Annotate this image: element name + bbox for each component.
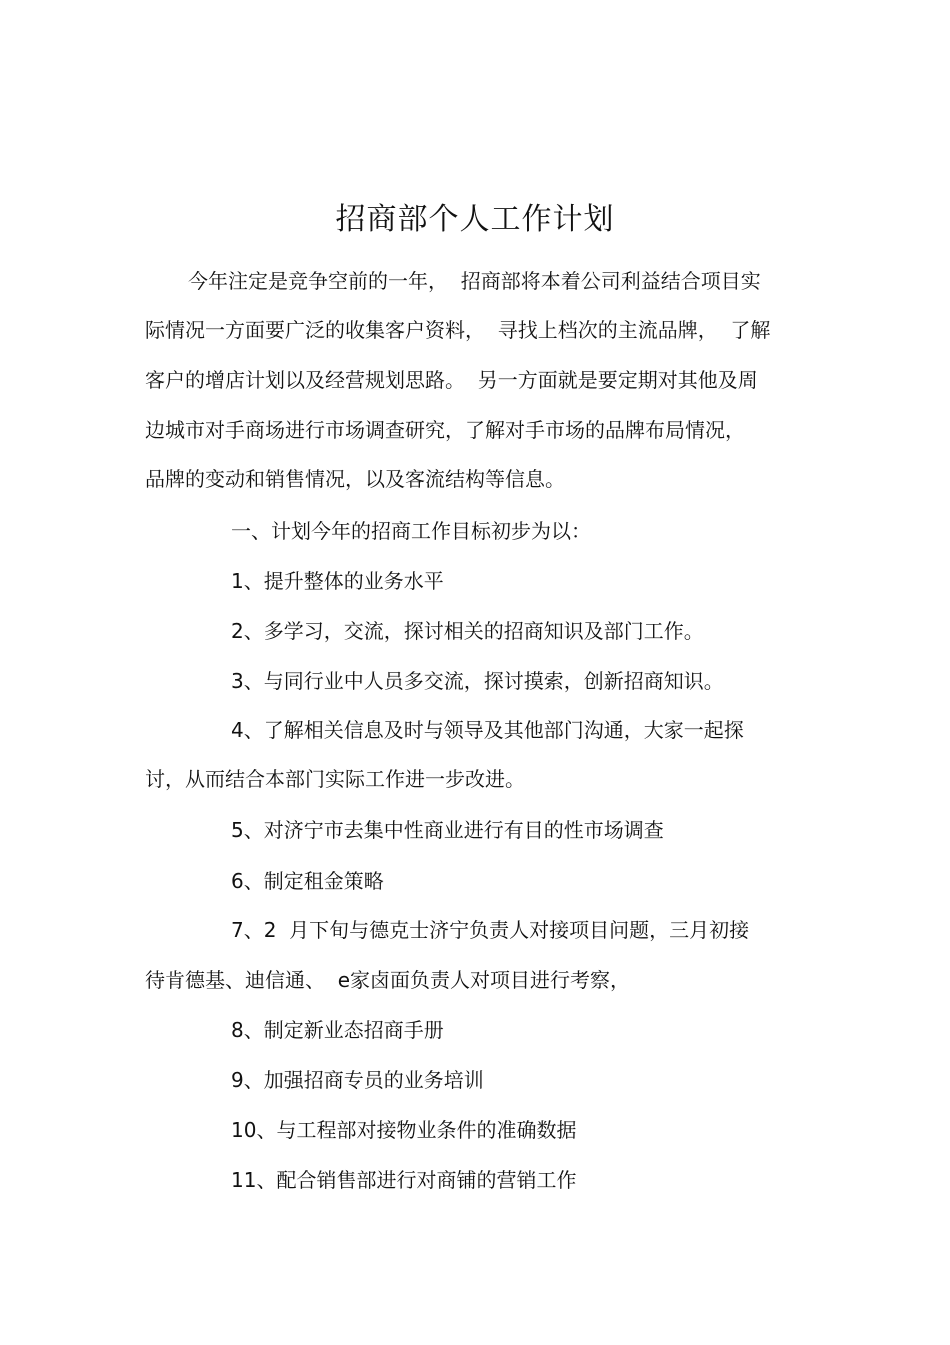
list-item-7-continued: 待肯德基、迪信通、 e家卤面负责人对项目进行考察， xyxy=(145,968,631,992)
list-item-11: 11、配合销售部进行对商铺的营销工作 xyxy=(231,1168,577,1192)
intro-line-2: 际情况一方面要广泛的收集客户资料， 寻找上档次的主流品牌， 了解 xyxy=(145,318,771,342)
list-item-1: 1、提升整体的业务水平 xyxy=(231,569,444,593)
page-title: 招商部个人工作计划 xyxy=(335,202,615,238)
list-item-7: 7、2 月下旬与德克士济宁负责人对接项目问题，三月初接 xyxy=(231,918,750,942)
list-item-9: 9、加强招商专员的业务培训 xyxy=(231,1068,484,1092)
list-item-4-continued: 讨，从而结合本部门实际工作进一步改进。 xyxy=(145,767,525,791)
list-item-10: 10、与工程部对接物业条件的准确数据 xyxy=(231,1118,577,1142)
list-item-4: 4、了解相关信息及时与领导及其他部门沟通，大家一起探 xyxy=(231,718,744,742)
list-item-8: 8、制定新业态招商手册 xyxy=(231,1018,444,1042)
list-item-3: 3、与同行业中人员多交流，探讨摸索，创新招商知识。 xyxy=(231,669,724,693)
intro-line-1: 今年注定是竞争空前的一年， 招商部将本着公司利益结合项目实 xyxy=(188,269,761,293)
intro-line-4: 边城市对手商场进行市场调查研究，了解对手市场的品牌布局情况， xyxy=(145,418,745,442)
intro-line-3: 客户的增店计划以及经营规划思路。 另一方面就是要定期对其他及周 xyxy=(145,368,758,392)
section-heading: 一、计划今年的招商工作目标初步为以： xyxy=(231,519,591,543)
intro-line-5: 品牌的变动和销售情况，以及客流结构等信息。 xyxy=(145,467,565,491)
list-item-6: 6、制定租金策略 xyxy=(231,869,384,893)
list-item-2: 2、多学习，交流，探讨相关的招商知识及部门工作。 xyxy=(231,619,704,643)
list-item-5: 5、对济宁市去集中性商业进行有目的性市场调查 xyxy=(231,818,664,842)
